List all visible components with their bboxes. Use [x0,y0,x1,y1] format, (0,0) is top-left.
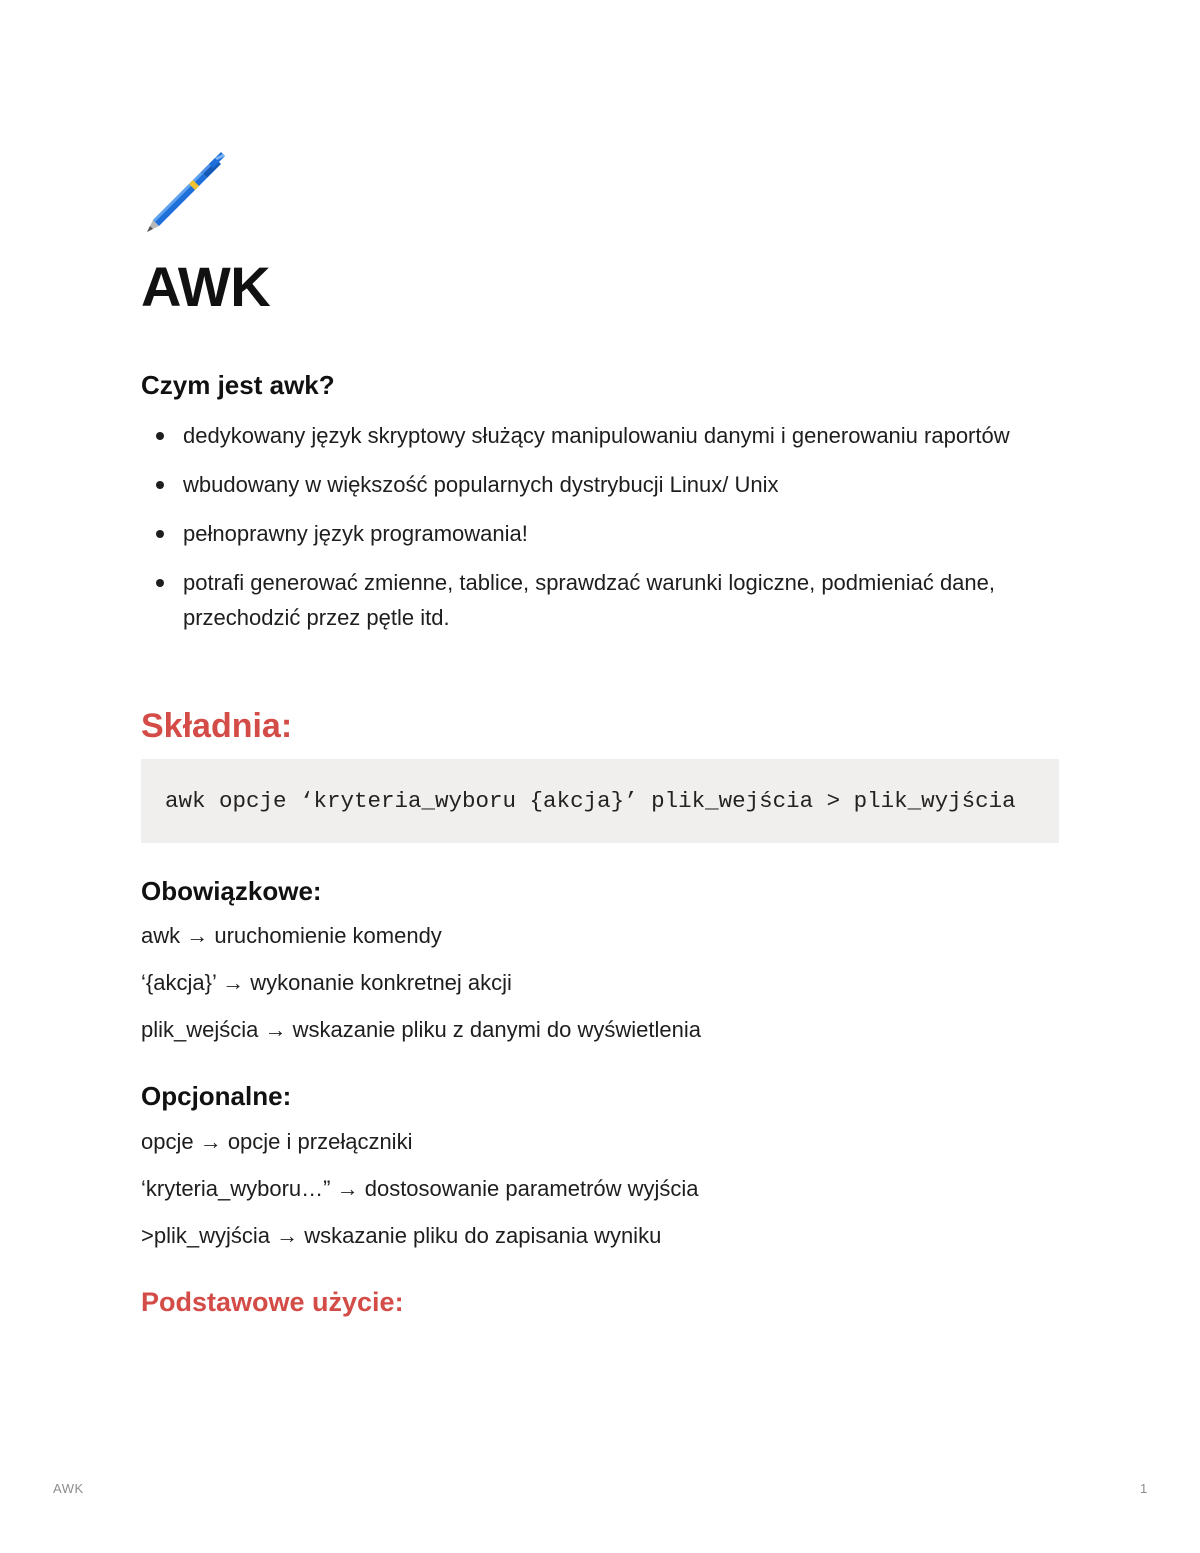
section-heading-syntax: Składnia: [141,707,293,745]
required-line-action: ‘{akcja}’ → wykonanie konkretnej akcji [141,970,512,995]
code-block [141,759,1059,843]
optional-line-options: opcje → opcje i przełączniki [141,1129,413,1154]
page-title: AWK [141,255,271,318]
section-heading-optional: Opcjonalne: [141,1081,292,1111]
footer-page-number: 1 [1140,1481,1148,1496]
list-item: potrafi generować zmienne, tablice, sprawdzać warunki logiczne, podmieniać dane, przechodzić przez pętle itd. [141,565,1071,635]
section-heading-required: Obowiązkowe: [141,876,322,906]
bullet-icon [156,432,164,440]
pen-icon [143,152,227,236]
list-item: pełnoprawny język programowania! [141,516,1071,551]
bullet-list [141,418,1071,649]
required-line-awk: awk → uruchomienie komendy [141,923,442,948]
list-item: dedykowany język skryptowy służący manipulowaniu danymi i generowaniu raportów [141,418,1071,453]
bullet-icon [156,530,164,538]
optional-line-output-file: >plik_wyjścia → wskazanie pliku do zapisania wyniku [141,1223,662,1248]
optional-line-criteria: ‘kryteria_wyboru…” → dostosowanie parametrów wyjścia [141,1176,699,1201]
section-heading-basic-usage: Podstawowe użycie: [141,1287,404,1317]
required-line-input-file: plik_wejścia → wskazanie pliku z danymi do wyświetlenia [141,1017,702,1042]
list-item: wbudowany w większość popularnych dystrybucji Linux/ Unix [141,467,1071,502]
section-heading-what-is-awk: Czym jest awk? [141,370,335,400]
bullet-icon [156,481,164,489]
bullet-icon [156,579,164,587]
code-line: awk opcje ‘kryteria_wyboru {akcja}’ plik_wejścia > plik_wyjścia [165,788,1016,814]
footer-document-title: AWK [53,1481,84,1496]
